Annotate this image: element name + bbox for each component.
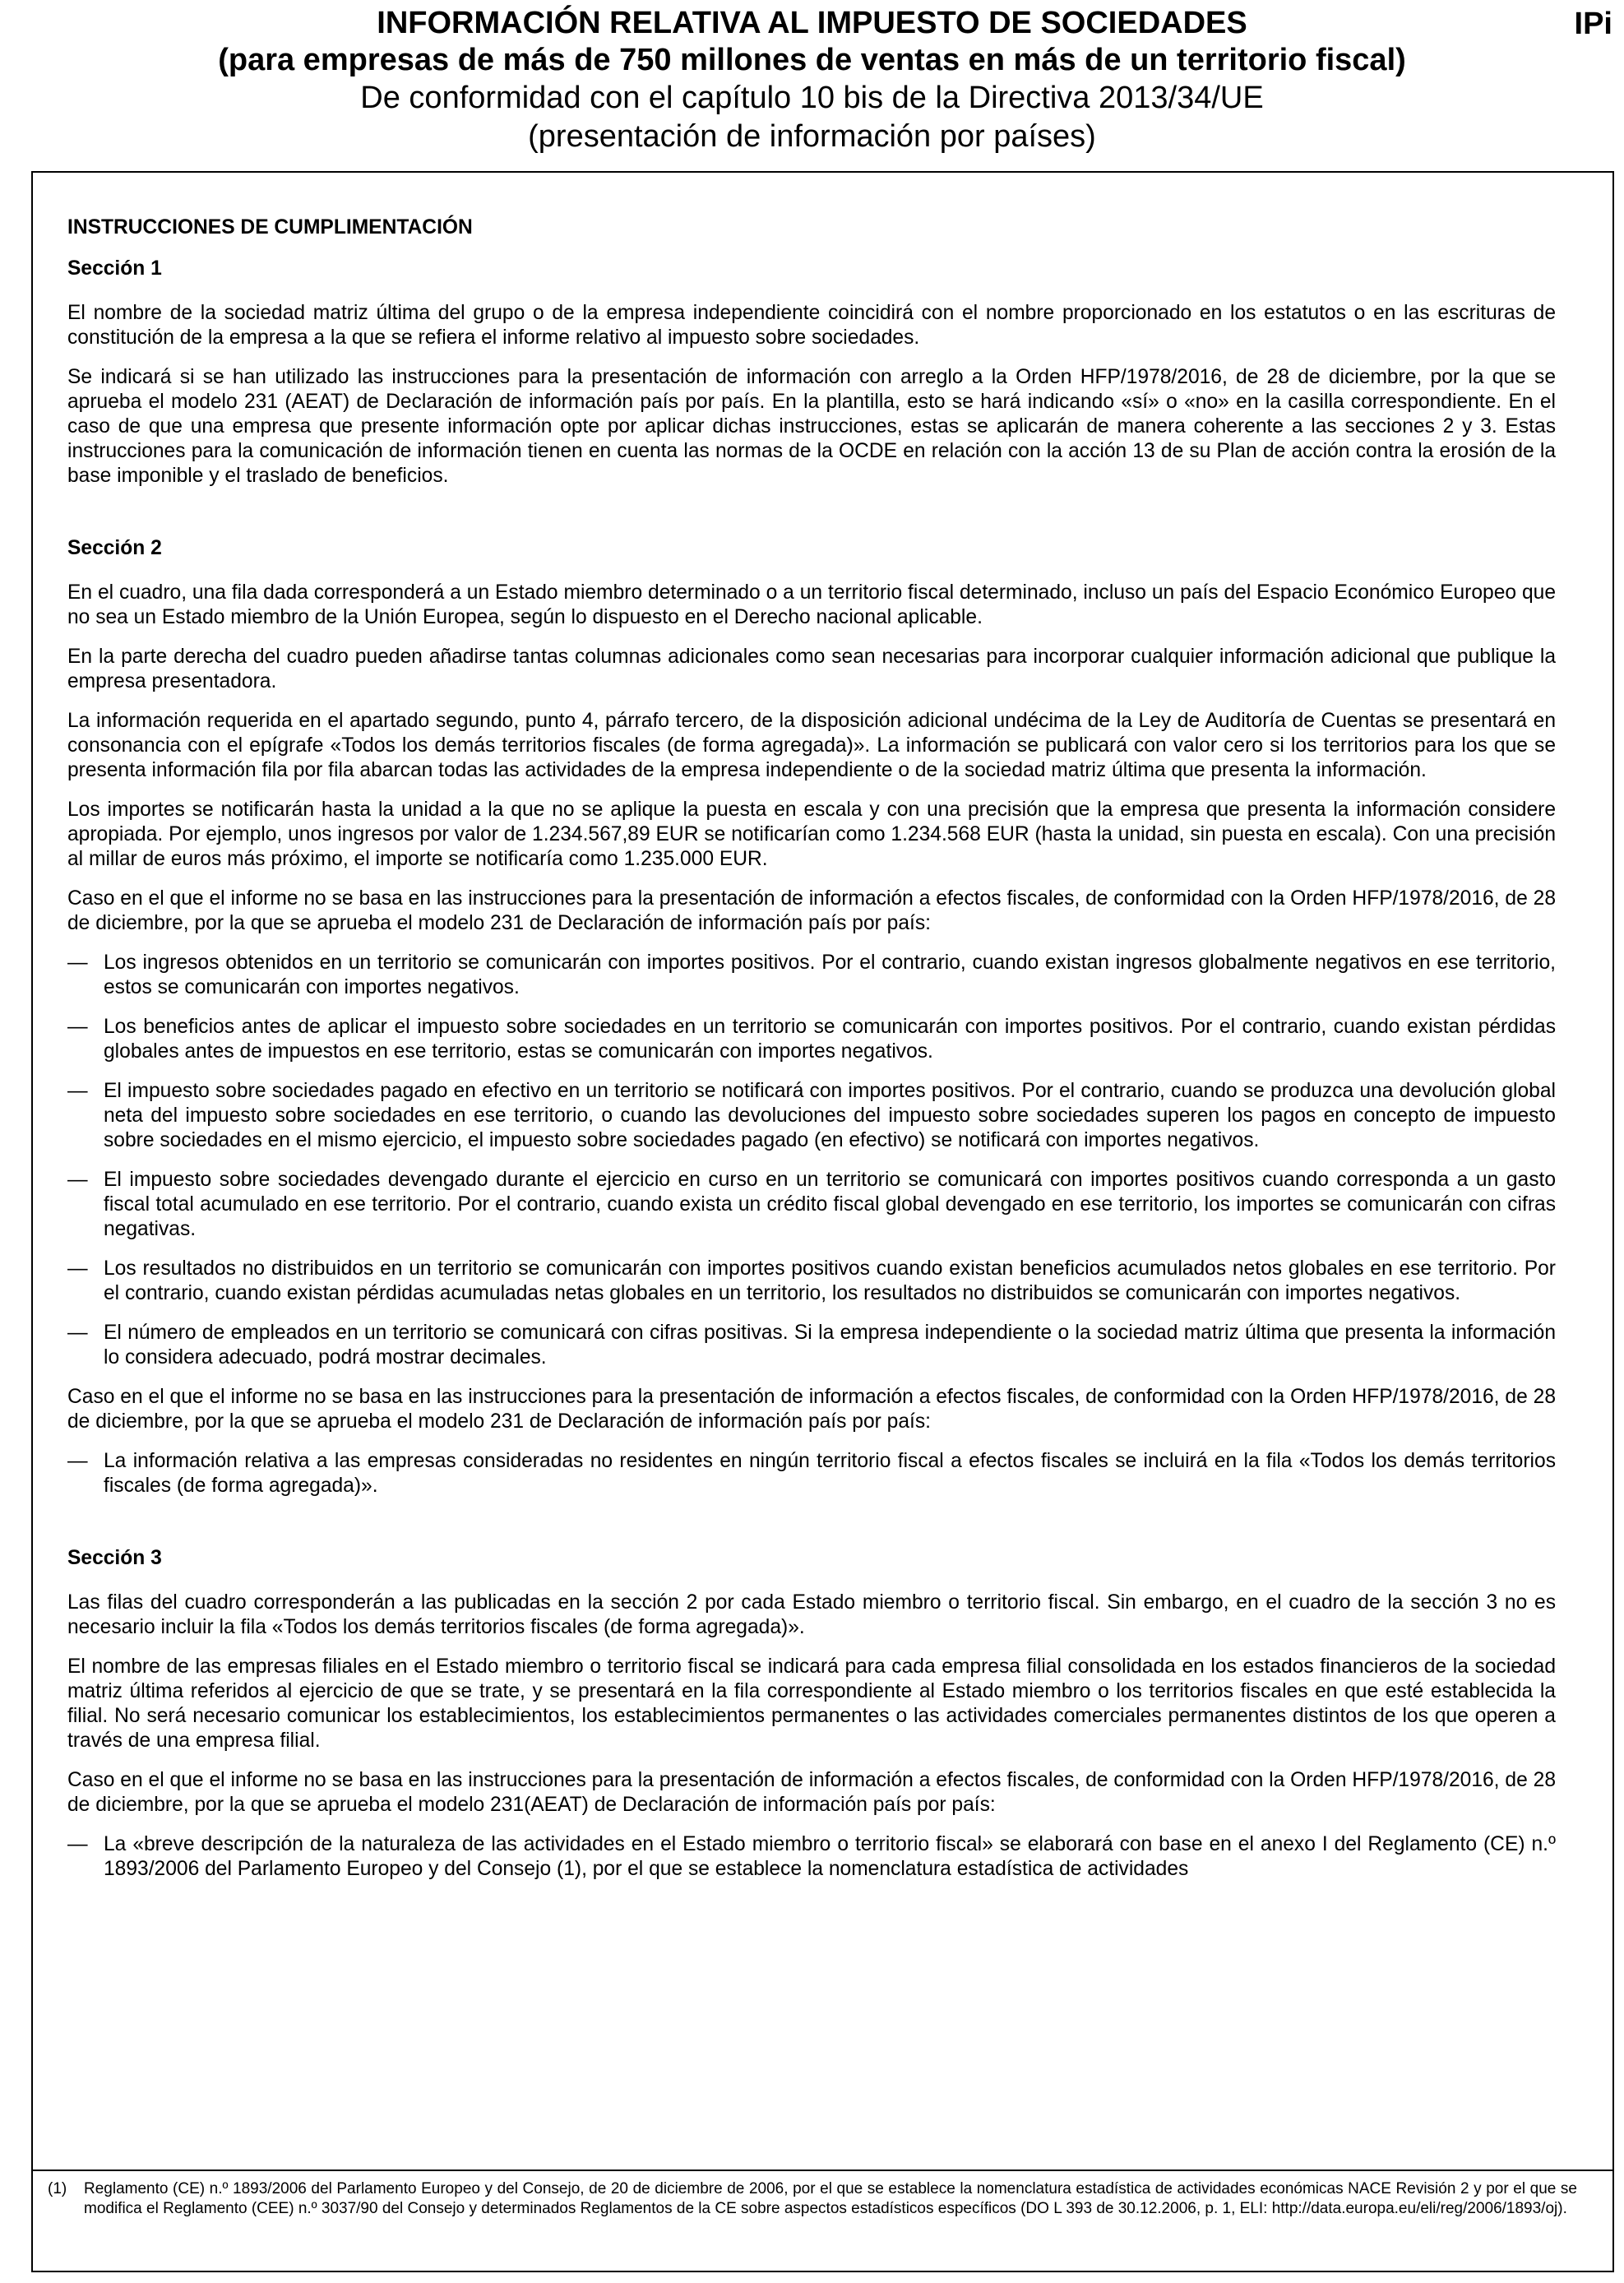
section-2-paragraph: En la parte derecha del cuadro pueden añadirse tantas columnas adicionales como sean necesarias para incorporar cualquier información adicional que publique la empresa presentadora. <box>67 646 1556 692</box>
section-1-paragraph: Se indicará si se han utilizado las instrucciones para la presentación de información con arreglo a la Orden HFP/1978/2016, de 28 de diciembre, por la que se aprueba el modelo 231 (AEAT) de Declaración de información país por país. En la plantilla, esto se hará indicando «sí» o «no» en la casilla correspondiente. En el caso de que una empresa que presente información opte por aplicar dichas instrucciones, estas se aplicarán de manera coherente a las secciones 2 y 3. Estas instrucciones para la comunicación de información tienen en cuenta las normas de la OCDE en relación con la acción 13 de su Plan de acción contra la erosión de la base imponible y el traslado de beneficios. <box>67 366 1556 487</box>
bullet-dash: — <box>67 1833 88 1855</box>
section-2-title: Sección 2 <box>67 537 162 559</box>
bullet-text: La «breve descripción de la naturaleza de las actividades en el Estado miembro o territorio fiscal» se elaborará con base en el anexo I del Reglamento (CE) n.º 1893/2006 del Parlamento Europeo y del Consejo (1), por el que se establece la nomenclatura estadística de actividades <box>104 1833 1556 1880</box>
bullet-text: Los resultados no distribuidos en un territorio se comunicarán con importes positivos cuando existan beneficios acumulados netos globales en ese territorio. Por el contrario, cuando existan pérdidas acumuladas netas globales en un territorio, los resultados no distribuidos se comunicarán con importes negativos. <box>104 1257 1556 1304</box>
section-2-bullet <box>67 1015 1556 1064</box>
section-2-paragraph: En el cuadro, una fila dada corresponderá a un Estado miembro determinado o a un territorio fiscal determinado, incluso un país del Espacio Económico Europeo que no sea un Estado miembro de la Unión Europea, según lo dispuesto en el Derecho nacional aplicable. <box>67 581 1556 628</box>
section-3-paragraph: Caso en el que el informe no se basa en las instrucciones para la presentación de información a efectos fiscales, de conformidad con la Orden HFP/1978/2016, de 28 de diciembre, por la que se aprueba el modelo 231(AEAT) de Declaración de información país por país: <box>67 1769 1556 1816</box>
section-3-paragraph: El nombre de las empresas filiales en el Estado miembro o territorio fiscal se indicará para cada empresa filial consolidada en los estados financieros de la sociedad matriz última referidos al ejercicio de que se trate, y se presentará en la fila correspondiente al Estado miembro o los territorios fiscales en que esté establecida la filial. No será necesario comunicar los establecimientos, los establecimientos permanentes o las actividades comerciales permanentes distintos de los que operen a través de una empresa filial. <box>67 1656 1556 1752</box>
subtitle-line-1: De conformidad con el capítulo 10 bis de la Directiva 2013/34/UE <box>360 81 1264 115</box>
section-3-bullet <box>67 1832 1556 1882</box>
subtitle-line-2: (presentación de información por países) <box>528 119 1096 154</box>
bullet-text: El impuesto sobre sociedades pagado en efectivo en un territorio se notificará con importes positivos. Por el contrario, cuando se produzca una devolución global neta del impuesto sobre sociedades en ese territorio, o cuando las devoluciones del impuesto sobre sociedades superen los pagos en concepto de impuesto sobre sociedades en el mismo ejercicio, el impuesto sobre sociedades pagado (en efectivo) se notificará con importes negativos. <box>104 1080 1556 1151</box>
section-1-title: Sección 1 <box>67 257 162 280</box>
section-2-bullet <box>67 1257 1556 1306</box>
section-3-paragraph: Las filas del cuadro corresponderán a las publicadas en la sección 2 por cada Estado miembro o territorio fiscal. Sin embargo, en el cuadro de la sección 3 no es necesario incluir la fila «Todos los demás territorios fiscales (de forma agregada)». <box>67 1591 1556 1638</box>
section-2-bullet <box>67 951 1556 1000</box>
bullet-dash: — <box>67 1016 88 1038</box>
bullet-dash: — <box>67 1080 88 1102</box>
section-2-bullet <box>67 1449 1556 1498</box>
title-line-1: INFORMACIÓN RELATIVA AL IMPUESTO DE SOCIEDADES <box>377 6 1247 40</box>
title-line-2: (para empresas de más de 750 millones de ventas en más de un territorio fiscal) <box>218 43 1406 77</box>
bullet-dash: — <box>67 1169 88 1191</box>
footnote-separator <box>31 2170 1614 2171</box>
section-3-title: Sección 3 <box>67 1547 162 1569</box>
bullet-text: El número de empleados en un territorio se comunicará con cifras positivas. Si la empresa independiente o la sociedad matriz última que presenta la información lo considera adecuado, podrá mostrar decimales. <box>104 1322 1556 1368</box>
footnote <box>48 2179 1577 2219</box>
section-2-paragraph: Caso en el que el informe no se basa en las instrucciones para la presentación de información a efectos fiscales, de conformidad con la Orden HFP/1978/2016, de 28 de diciembre, por la que se aprueba el modelo 231 de Declaración de información país por país: <box>67 887 1556 934</box>
bullet-text: La información relativa a las empresas consideradas no residentes en ningún territorio fiscal a efectos fiscales se incluirá en la fila «Todos los demás territorios fiscales (de forma agregada)». <box>104 1450 1556 1497</box>
section-2-bullet <box>67 1079 1556 1153</box>
bullet-dash: — <box>67 1257 88 1280</box>
instructions-heading: INSTRUCCIONES DE CUMPLIMENTACIÓN <box>67 216 473 238</box>
bullet-text: Los beneficios antes de aplicar el impuesto sobre sociedades en un territorio se comunicarán con importes positivos. Por el contrario, cuando existan pérdidas globales antes de impuestos en ese territorio, estas se comunicarán con importes negativos. <box>104 1016 1556 1063</box>
footnote-text: Reglamento (CE) n.º 1893/2006 del Parlamento Europeo y del Consejo, de 20 de diciembre de 2006, por el que se establece la nomenclatura estadística de actividades económicas NACE Revisión 2 y por el que se modifica el Reglamento (CEE) n.º 3037/90 del Consejo y determinados Reglamentos de la CE sobre aspectos estadísticos específicos (DO L 393 de 30.12.2006, p. 1, ELI: http://data.europa.eu/eli/reg/2006/1893/oj). <box>84 2180 1577 2217</box>
bullet-text: Los ingresos obtenidos en un territorio se comunicarán con importes positivos. Por el contrario, cuando existan ingresos globalmente negativos en ese territorio, estos se comunicarán con importes negativos. <box>104 952 1556 998</box>
bullet-dash: — <box>67 952 88 974</box>
instructions-body <box>67 215 1556 1896</box>
section-2-paragraph: La información requerida en el apartado segundo, punto 4, párrafo tercero, de la disposición adicional undécima de la Ley de Auditoría de Cuentas se presentará en consonancia con el epígrafe «Todos los demás territorios fiscales (de forma agregada)». La información se publicará con valor cero si los territorios para los que se presenta información fila por fila abarcan todas las actividades de la empresa independiente o de la sociedad matriz última que presenta la información. <box>67 710 1556 781</box>
bullet-dash: — <box>67 1322 88 1344</box>
section-2-paragraph: Caso en el que el informe no se basa en las instrucciones para la presentación de información a efectos fiscales, de conformidad con la Orden HFP/1978/2016, de 28 de diciembre, por la que se aprueba el modelo 231 de Declaración de información país por país: <box>67 1386 1556 1433</box>
footnote-number: (1) <box>48 2180 67 2197</box>
section-1-paragraph: El nombre de la sociedad matriz última del grupo o de la empresa independiente coincidirá con el nombre proporcionado en los estatutos o en las escrituras de constitución de la empresa a la que se refiera el informe relativo al impuesto sobre sociedades. <box>67 302 1556 349</box>
bullet-dash: — <box>67 1450 88 1472</box>
section-2-bullet <box>67 1168 1556 1242</box>
bullet-text: El impuesto sobre sociedades devengado durante el ejercicio en curso en un territorio se comunicará con importes positivos cuando corresponda a un gasto fiscal total acumulado en ese territorio. Por el contrario, cuando exista un crédito fiscal global devengado en ese territorio, los importes se comunicarán con cifras negativas. <box>104 1169 1556 1240</box>
document-header <box>0 5 1624 156</box>
form-code: IPi <box>1574 7 1612 41</box>
section-2-bullet <box>67 1321 1556 1370</box>
section-2-paragraph: Los importes se notificarán hasta la unidad a la que no se aplique la puesta en escala y con una precisión que la empresa que presenta la información considere apropiada. Por ejemplo, unos ingresos por valor de 1.234.567,89 EUR se notificarían como 1.234.568 EUR (hasta la unidad, sin puesta en escala). Con una precisión al millar de euros más próximo, el importe se notificaría como 1.235.000 EUR. <box>67 799 1556 870</box>
